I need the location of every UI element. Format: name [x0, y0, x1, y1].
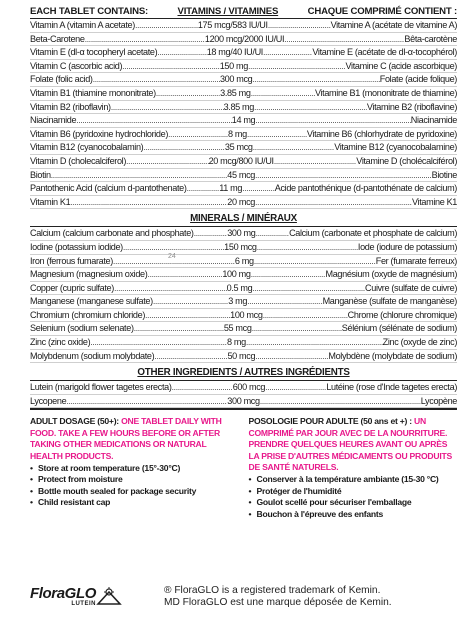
trademark-en: ® FloraGLO is a registered trademark of Kemin.	[164, 584, 381, 596]
dot-leader	[143, 141, 225, 154]
dot-leader	[76, 114, 232, 127]
storage-item: • Child resistant cap	[30, 497, 239, 508]
ingredient-row	[30, 395, 457, 409]
dot-leader	[114, 282, 227, 295]
ingredient-name-fr: Vitamine B1 (mononitrate de thiamine)	[314, 87, 457, 98]
dot-leader	[251, 268, 326, 281]
storage-item: • Store at room temperature (15°-30°C)	[30, 463, 239, 474]
ingredient-amount: 8 mg	[228, 128, 247, 139]
ingredient-name-fr: Fer (fumarate ferreux)	[375, 255, 457, 266]
ingredient-row	[30, 33, 457, 47]
ingredient-row	[30, 101, 457, 115]
minerals-heading: MINERALS / MINÉRAUX	[30, 212, 457, 227]
ingredient-amount: 3 mg	[228, 296, 248, 307]
ingredient-row	[30, 141, 457, 155]
ingredient-amount: 100 mcg	[230, 309, 263, 320]
ingredient-name-fr: Vitamine E (acétate de dl-α-tocophérol)	[312, 47, 457, 58]
ingredient-name-fr: Iode (iodure de potassium)	[357, 241, 457, 252]
ingredient-name-en: Biotin	[30, 169, 51, 180]
ingredient-amount: 8 mg	[227, 337, 246, 348]
ingredient-name-en: Lycopene	[30, 395, 67, 406]
dot-leader	[255, 196, 412, 209]
ingredient-name-en: Pantothenic Acid (calcium d-pantothenate)	[30, 183, 187, 194]
ingredient-name-en: Molybdenum (sodium molybdate)	[30, 350, 155, 361]
dosage-instructions: UN COMPRIMÉ PAR JOUR AVEC DE LA NOURRITURE. PRENDRE QUELQUES HEURES AVANT OU APRÈS LA PRISE D'AUTRES MÉDICAMENTS OU PRODUITS DE SANTÉ NATURELS.	[248, 416, 452, 473]
ingredient-amount: 0.5 mg	[226, 282, 253, 293]
dosage-english	[30, 416, 239, 520]
storage-item: • Bottle mouth sealed for package security	[30, 486, 239, 497]
ingredient-name-en: Niacinamide	[30, 115, 77, 126]
dot-leader	[257, 241, 358, 254]
floraglo-logo	[30, 582, 150, 612]
ingredient-amount: 6 mg	[234, 255, 254, 266]
dot-leader	[51, 169, 228, 182]
storage-item: • Protéger de l'humidité	[249, 486, 458, 497]
ingredient-amount: 300 mcg	[227, 395, 260, 406]
ingredient-name-fr: Magnésium (oxyde de magnésium)	[325, 269, 457, 280]
ingredient-name-fr: Vitamine K1	[411, 196, 457, 207]
ingredient-amount: 55 mcg	[223, 323, 252, 334]
ingredient-name-en: Vitamin B12 (cyanocobalamin)	[30, 142, 144, 153]
ingredient-row	[30, 155, 457, 169]
ingredient-name-en: Calcium (calcium carbonate and phosphate)	[30, 228, 194, 239]
ingredient-amount: 1200 mcg/2000 IU/UI	[204, 33, 285, 44]
ingredient-amount: 150 mcg	[224, 241, 257, 252]
vitamins-list	[30, 19, 457, 209]
dot-leader	[66, 395, 227, 408]
dot-leader	[93, 73, 220, 86]
ingredient-amount: 300 mg	[227, 228, 256, 239]
dot-leader	[263, 46, 312, 59]
ingredient-name-fr: Niacinamide	[410, 115, 457, 126]
ingredient-row	[30, 255, 457, 269]
ingredient-name-en: Copper (cupric sulfate)	[30, 282, 114, 293]
dot-leader	[85, 33, 205, 46]
storage-item: • Goulot scellé pour sécuriser l'emballage	[249, 497, 458, 508]
ingredient-name-fr: Lycopène	[420, 395, 457, 406]
ingredient-amount: 35 mcg	[224, 142, 253, 153]
dot-leader	[153, 295, 228, 308]
ingredient-name-fr: Biotine	[431, 169, 457, 180]
dot-leader	[194, 227, 228, 240]
dot-leader	[265, 381, 326, 394]
trademark-notice	[164, 585, 392, 610]
ingredient-name-en: Vitamin B1 (thiamine mononitrate)	[30, 87, 156, 98]
dot-leader	[255, 350, 328, 363]
ingredient-name-fr: Lutéine (rose d'Inde tagetes erecta)	[326, 382, 457, 393]
dot-leader	[70, 196, 227, 209]
storage-list	[249, 474, 458, 520]
ingredient-name-en: Vitamin A (vitamin A acetate)	[30, 20, 135, 30]
ingredient-name-en: Manganese (manganese sulfate)	[30, 296, 153, 307]
storage-item: • Conserver à la température ambiante (15-30 °C)	[249, 474, 458, 485]
dot-leader	[168, 128, 228, 141]
ingredient-row	[30, 87, 457, 101]
header-left: EACH TABLET CONTAINS:	[30, 6, 149, 17]
dot-leader	[247, 128, 307, 141]
ingredient-name-fr: Molybdène (molybdate de sodium)	[328, 350, 458, 361]
ingredient-amount: 175 mcg/583 IU/UI	[197, 20, 268, 30]
dot-leader	[248, 60, 346, 73]
dosage-instructions: ONE TABLET DAILY WITH FOOD. TAKE A FEW HOURS BEFORE OR AFTER TAKING OTHER MEDICATIONS OR NATURAL HEALTH PRODUCTS.	[30, 416, 222, 461]
dot-leader	[274, 155, 357, 168]
ingredient-name-fr: Acide pantothénique (d-pantothénate de calcium)	[274, 183, 457, 194]
ingredient-row	[30, 282, 457, 296]
dot-leader	[122, 60, 220, 73]
logo-subtext: LUTEIN	[71, 601, 96, 607]
ingredient-row	[30, 19, 457, 33]
ingredient-row	[30, 309, 457, 323]
dot-leader	[252, 282, 365, 295]
ingredient-name-en: Iron (ferrous fumarate)	[30, 255, 113, 266]
ingredient-row	[30, 241, 457, 255]
dot-leader	[246, 336, 383, 349]
ingredient-amount: 150 mg	[219, 60, 248, 71]
table-header	[30, 4, 457, 19]
logo-text: FloraGLO	[30, 585, 96, 602]
ingredient-amount: 100 mg	[222, 269, 251, 280]
ingredient-amount: 20 mcg/800 IU/UI	[208, 155, 274, 166]
ingredient-amount: 3.85 mg	[220, 87, 251, 98]
dot-leader	[134, 322, 224, 335]
dot-leader	[147, 268, 222, 281]
dosage-lead: POSOLOGIE POUR ADULTE (50 ans et +) :	[248, 416, 415, 427]
ingredient-row	[30, 322, 457, 336]
storage-item: • Bouchon à l'épreuve des enfants	[249, 509, 458, 520]
dot-leader	[145, 309, 230, 322]
ingredient-amount: 300 mcg	[219, 74, 253, 85]
trademark-fr: MD FloraGLO est une marque déposée de Kemin.	[164, 597, 392, 608]
ingredient-name-fr: Vitamine A (acétate de vitamine A)	[330, 20, 457, 30]
ingredient-name-en: Zinc (zinc oxide)	[30, 337, 91, 348]
dot-leader	[268, 19, 331, 32]
dot-leader	[135, 19, 198, 32]
dot-leader	[123, 241, 224, 254]
ingredient-row	[30, 128, 457, 142]
ingredient-name-en: Folate (folic acid)	[30, 74, 93, 85]
dot-leader	[126, 155, 209, 168]
ingredient-amount: 20 mcg	[227, 196, 256, 207]
dot-leader	[242, 182, 275, 195]
ingredient-name-en: Iodine (potassium iodide)	[30, 241, 123, 252]
dot-leader	[90, 336, 227, 349]
ingredient-name-fr: Vitamine D (cholécalciférol)	[356, 155, 457, 166]
watermark-text: 24	[168, 253, 176, 260]
ingredient-name-fr: Calcium (carbonate et phosphate de calcium)	[289, 228, 457, 239]
ingredient-amount: 18 mg/40 IU/UI	[206, 47, 263, 58]
dot-leader	[260, 395, 421, 408]
ingredient-name-fr: Chrome (chlorure chromique)	[347, 309, 457, 320]
dot-leader	[247, 295, 322, 308]
ingredient-name-en: Vitamin K1	[30, 196, 71, 207]
dot-leader	[252, 322, 342, 335]
footer	[30, 582, 457, 612]
ingredient-name-en: Lutein (marigold flower tagetes erecta)	[30, 382, 172, 393]
dosage-french	[249, 416, 458, 520]
ingredient-name-fr: Folate (acide folique)	[379, 74, 457, 85]
ingredient-name-en: Vitamin E (dl-α tocopheryl acetate)	[30, 47, 158, 58]
ingredient-name-en: Chromium (chromium chloride)	[30, 309, 146, 320]
ingredient-row	[30, 336, 457, 350]
ingredient-amount: 45 mcg	[227, 169, 256, 180]
dot-leader	[157, 46, 206, 59]
minerals-list	[30, 227, 457, 363]
dot-leader	[254, 255, 376, 268]
ingredient-name-fr: Vitamine B12 (cyanocobalamine)	[334, 142, 457, 153]
ingredient-amount: 600 mcg	[232, 382, 266, 393]
ingredient-name-en: Vitamin D (cholecalciferol)	[30, 155, 127, 166]
dot-leader	[254, 101, 367, 114]
ingredient-row	[30, 227, 457, 241]
dot-leader	[255, 227, 289, 240]
ingredient-name-fr: Manganèse (sulfate de manganèse)	[322, 296, 457, 307]
ingredient-name-fr: Sélénium (sélénate de sodium)	[341, 323, 457, 334]
ingredient-amount: 14 mg	[231, 115, 256, 126]
other-ingredients-heading: OTHER INGREDIENTS / AUTRES INGRÉDIENTS	[30, 366, 457, 381]
dot-leader	[172, 381, 233, 394]
ingredient-name-en: Magnesium (magnesium oxide)	[30, 269, 148, 280]
dosage-section	[30, 416, 457, 520]
ingredient-row	[30, 350, 457, 364]
dot-leader	[251, 87, 315, 100]
ingredient-amount: 11 mg	[219, 183, 243, 194]
ingredient-name-fr: Vitamine B2 (riboflavine)	[366, 101, 457, 112]
ingredient-row	[30, 169, 457, 183]
ingredient-name-fr: Vitamine B6 (chlorhydrate de pyridoxine)	[306, 128, 457, 139]
header-right: CHAQUE COMPRIMÉ CONTIENT :	[307, 6, 457, 17]
ingredient-row	[30, 73, 457, 87]
ingredient-name-en: Vitamin B6 (pyridoxine hydrochloride)	[30, 128, 169, 139]
ingredient-row	[30, 196, 457, 210]
ingredient-row	[30, 182, 457, 196]
ingredient-name-en: Selenium (sodium selenate)	[30, 323, 134, 334]
storage-list	[30, 463, 239, 509]
ingredient-name-fr: Vitamine C (acide ascorbique)	[345, 60, 457, 71]
ingredient-row	[30, 268, 457, 282]
dot-leader	[154, 350, 227, 363]
other-ingredients-list	[30, 381, 457, 410]
ingredient-row	[30, 60, 457, 74]
dosage-lead: ADULT DOSAGE (50+):	[30, 416, 122, 427]
ingredient-row	[30, 114, 457, 128]
ingredient-row	[30, 381, 457, 395]
sparkle-flower-icon	[96, 586, 122, 608]
dot-leader	[187, 182, 220, 195]
ingredient-amount: 3.85 mg	[223, 101, 254, 112]
ingredient-name-fr: Zinc (oxyde de zinc)	[382, 337, 457, 348]
dot-leader	[284, 33, 404, 46]
dot-leader	[255, 169, 432, 182]
ingredient-name-fr: Bêta-carotène	[404, 33, 457, 44]
ingredient-name-fr: Cuivre (sulfate de cuivre)	[365, 282, 457, 293]
dot-leader	[255, 114, 411, 127]
dot-leader	[111, 101, 224, 114]
ingredient-row	[30, 46, 457, 60]
ingredient-row	[30, 295, 457, 309]
ingredient-name-en: Beta-Carotene	[30, 33, 85, 44]
ingredient-name-en: Vitamin C (ascorbic acid)	[30, 60, 123, 71]
dot-leader	[253, 141, 335, 154]
header-middle: VITAMINS / VITAMINES	[177, 6, 279, 17]
dot-leader	[263, 309, 348, 322]
dot-leader	[252, 73, 379, 86]
storage-item: • Protect from moisture	[30, 474, 239, 485]
ingredient-amount: 50 mcg	[227, 350, 256, 361]
ingredient-name-en: Vitamin B2 (riboflavin)	[30, 101, 111, 112]
dot-leader	[156, 87, 220, 100]
